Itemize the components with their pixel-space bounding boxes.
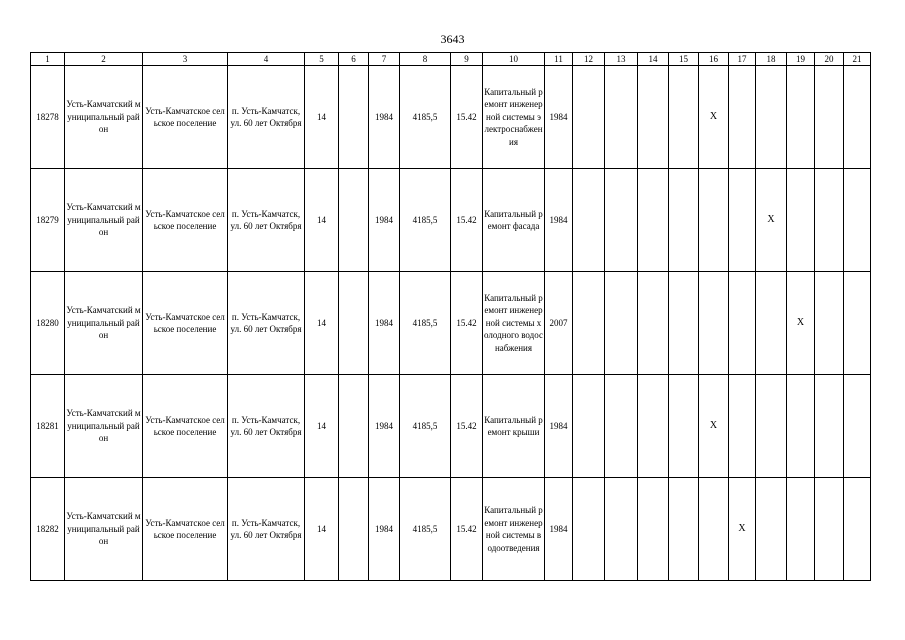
table-cell-col-9: 15.42 [451,478,483,581]
table-cell-col-17 [729,272,756,375]
table-cell-col-2: Усть-Камчатский муниципальный район [65,169,143,272]
table-cell-col-6 [339,169,369,272]
table-cell-col-21 [844,272,871,375]
column-header-17: 17 [729,53,756,66]
table-cell-col-17 [729,66,756,169]
table-cell-col-2: Усть-Камчатский муниципальный район [65,478,143,581]
table-cell-col-19 [787,169,815,272]
table-cell-col-11: 1984 [545,375,573,478]
table-cell-col-10: Капитальный ремонт инженерной системы холодного водоснабжения [483,272,545,375]
table-cell-col-14 [638,169,669,272]
table-cell-col-20 [815,478,844,581]
table-cell-col-5: 14 [305,169,339,272]
table-cell-col-3: Усть-Камчатское сельское поселение [143,375,228,478]
table-cell-col-3: Усть-Камчатское сельское поселение [143,169,228,272]
table-row [31,478,871,581]
table-body [31,66,871,581]
table-row [31,169,871,272]
table-cell-col-4: п. Усть-Камчатск, ул. 60 лет Октября [228,66,305,169]
table-cell-col-3: Усть-Камчатское сельское поселение [143,272,228,375]
table-cell-col-21 [844,169,871,272]
column-header-19: 19 [787,53,815,66]
table-cell-col-12 [573,272,605,375]
table-cell-col-12 [573,375,605,478]
table-cell-col-10: Капитальный ремонт инженерной системы электроснабжения [483,66,545,169]
table-cell-col-5: 14 [305,478,339,581]
table-cell-col-14 [638,375,669,478]
table-cell-col-1: 18282 [31,478,65,581]
column-header-4: 4 [228,53,305,66]
table-cell-col-13 [605,66,638,169]
table-cell-col-20 [815,375,844,478]
table-cell-col-13 [605,272,638,375]
table-cell-col-15 [669,272,699,375]
table-cell-col-14 [638,272,669,375]
table-cell-col-14 [638,66,669,169]
repair-mark-cell: Х [756,169,787,272]
table-cell-col-2: Усть-Камчатский муниципальный район [65,66,143,169]
table-cell-col-9: 15.42 [451,272,483,375]
table-cell-col-18 [756,66,787,169]
table-cell-col-3: Усть-Камчатское сельское поселение [143,66,228,169]
table-cell-col-7: 1984 [369,272,400,375]
table-cell-col-1: 18280 [31,272,65,375]
table-cell-col-7: 1984 [369,478,400,581]
repair-mark-cell: Х [699,375,729,478]
table-cell-col-7: 1984 [369,169,400,272]
table-cell-col-6 [339,375,369,478]
table-cell-col-1: 18281 [31,375,65,478]
table-cell-col-16 [699,478,729,581]
column-number-header [31,53,871,66]
repair-mark-cell: Х [729,478,756,581]
table-cell-col-20 [815,169,844,272]
table-cell-col-19 [787,66,815,169]
table-cell-col-15 [669,66,699,169]
column-header-9: 9 [451,53,483,66]
table-cell-col-7: 1984 [369,66,400,169]
column-header-1: 1 [31,53,65,66]
table-cell-col-18 [756,478,787,581]
column-header-20: 20 [815,53,844,66]
table-cell-col-1: 18279 [31,169,65,272]
table-cell-col-6 [339,66,369,169]
table-cell-col-17 [729,375,756,478]
column-header-14: 14 [638,53,669,66]
column-header-2: 2 [65,53,143,66]
table-cell-col-4: п. Усть-Камчатск, ул. 60 лет Октября [228,272,305,375]
table-cell-col-8: 4185,5 [400,478,451,581]
table-cell-col-12 [573,169,605,272]
table-cell-col-4: п. Усть-Камчатск, ул. 60 лет Октября [228,169,305,272]
column-header-8: 8 [400,53,451,66]
table-cell-col-12 [573,66,605,169]
table-cell-col-5: 14 [305,375,339,478]
table-cell-col-12 [573,478,605,581]
column-header-5: 5 [305,53,339,66]
table-cell-col-21 [844,375,871,478]
column-header-16: 16 [699,53,729,66]
table-cell-col-15 [669,375,699,478]
column-header-15: 15 [669,53,699,66]
table-cell-col-6 [339,478,369,581]
table-cell-col-8: 4185,5 [400,169,451,272]
table-cell-col-9: 15.42 [451,66,483,169]
table-cell-col-21 [844,478,871,581]
table-row [31,66,871,169]
table-cell-col-13 [605,375,638,478]
table-cell-col-10: Капитальный ремонт крыши [483,375,545,478]
table-cell-col-20 [815,66,844,169]
table-cell-col-16 [699,272,729,375]
table-cell-col-2: Усть-Камчатский муниципальный район [65,272,143,375]
table-cell-col-4: п. Усть-Камчатск, ул. 60 лет Октября [228,478,305,581]
table-cell-col-4: п. Усть-Камчатск, ул. 60 лет Октября [228,375,305,478]
table-cell-col-13 [605,169,638,272]
table-cell-col-14 [638,478,669,581]
table-cell-col-11: 2007 [545,272,573,375]
repair-mark-cell: Х [787,272,815,375]
registry-table [30,52,871,581]
table-cell-col-2: Усть-Камчатский муниципальный район [65,375,143,478]
table-cell-col-17 [729,169,756,272]
page-number: 3643 [440,32,465,46]
table-cell-col-6 [339,272,369,375]
table-cell-col-15 [669,169,699,272]
column-header-10: 10 [483,53,545,66]
table-cell-col-8: 4185,5 [400,272,451,375]
table-cell-col-1: 18278 [31,66,65,169]
repair-mark-cell: Х [699,66,729,169]
table-cell-col-13 [605,478,638,581]
table-cell-col-20 [815,272,844,375]
table-cell-col-5: 14 [305,272,339,375]
table-row [31,375,871,478]
column-header-21: 21 [844,53,871,66]
column-header-18: 18 [756,53,787,66]
table-cell-col-9: 15.42 [451,169,483,272]
table-cell-col-7: 1984 [369,375,400,478]
table-cell-col-3: Усть-Камчатское сельское поселение [143,478,228,581]
table-cell-col-19 [787,478,815,581]
column-header-7: 7 [369,53,400,66]
table-cell-col-9: 15.42 [451,375,483,478]
table-cell-col-8: 4185,5 [400,375,451,478]
table-cell-col-18 [756,375,787,478]
column-header-12: 12 [573,53,605,66]
table-cell-col-10: Капитальный ремонт фасада [483,169,545,272]
table-cell-col-15 [669,478,699,581]
table-cell-col-11: 1984 [545,169,573,272]
table-cell-col-21 [844,66,871,169]
table-cell-col-10: Капитальный ремонт инженерной системы водоотведения [483,478,545,581]
table-cell-col-11: 1984 [545,66,573,169]
column-header-11: 11 [545,53,573,66]
table-cell-col-8: 4185,5 [400,66,451,169]
table-cell-col-19 [787,375,815,478]
column-header-6: 6 [339,53,369,66]
table-cell-col-11: 1984 [545,478,573,581]
table-cell-col-16 [699,169,729,272]
column-header-13: 13 [605,53,638,66]
column-header-3: 3 [143,53,228,66]
table-cell-col-18 [756,272,787,375]
table-row [31,272,871,375]
table-cell-col-5: 14 [305,66,339,169]
